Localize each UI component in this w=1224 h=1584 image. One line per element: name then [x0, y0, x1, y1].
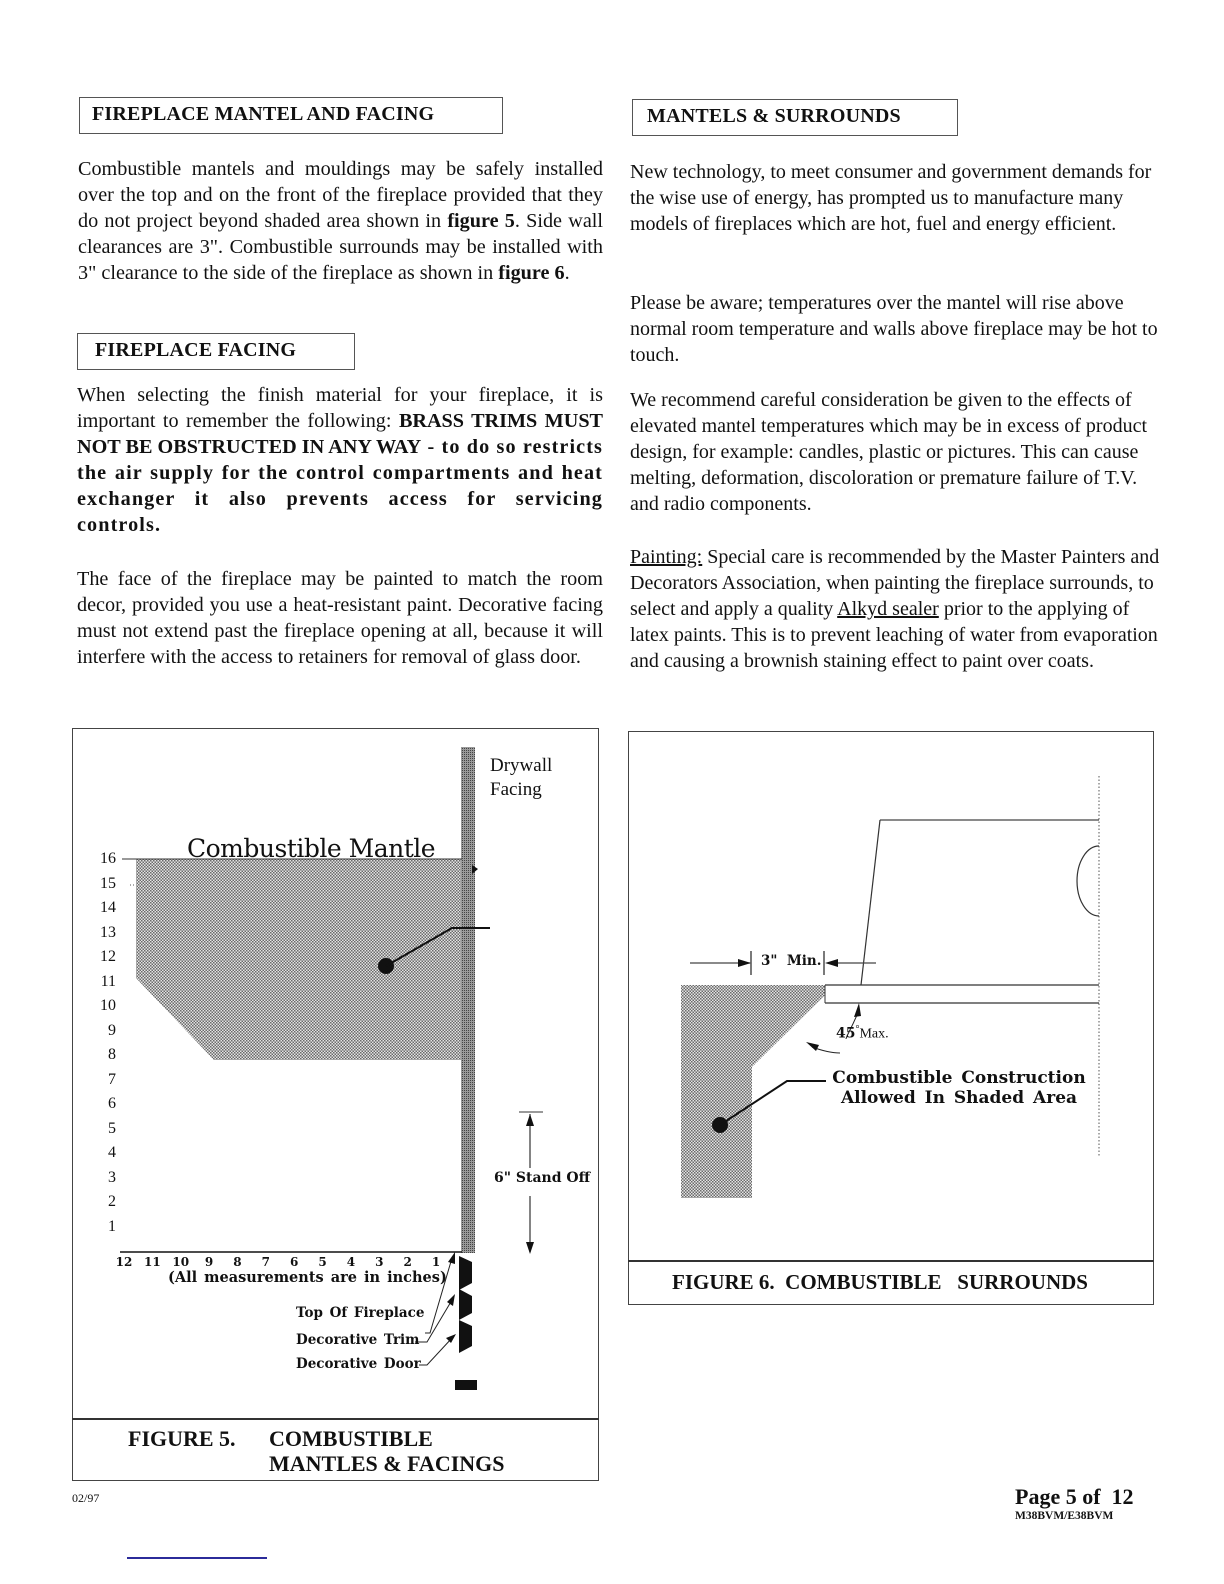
combustible-surround-area [681, 985, 825, 1198]
x-tick-label: 1 [431, 1255, 441, 1269]
x-tick-label: 12 [115, 1255, 133, 1269]
y-tick-label: 9 [108, 1021, 116, 1039]
text-run: . [564, 262, 570, 284]
angle-value: 45 [836, 1025, 856, 1042]
elevated-temperature-paragraph [630, 387, 1160, 517]
heading-fireplace-facing [77, 333, 355, 370]
new-technology-paragraph [630, 159, 1160, 237]
standoff-label: 6" Stand Off [494, 1170, 591, 1186]
heading-fireplace-mantel-and-facing [79, 97, 503, 134]
decorative-trim-shape [459, 1256, 472, 1290]
drywall-facing-label [490, 754, 552, 802]
caption-line: MANTLES & FACINGS [269, 1451, 505, 1476]
figure-6-reference: figure 6 [498, 262, 565, 284]
drywall-label-line: Facing [490, 779, 542, 800]
y-tick-label: 15 [100, 874, 116, 892]
y-tick-label: 16 [100, 850, 116, 867]
heading-mantels-and-surrounds [632, 99, 958, 136]
x-tick-label: 5 [318, 1255, 327, 1269]
y-tick-label: 5 [108, 1119, 116, 1137]
fireplace-burner-arc [1077, 846, 1099, 916]
decorative-trim-shape [459, 1320, 472, 1353]
brass-trims-warning-detail: - to do so restricts the air supply for the control compartments and heat exchanger it also prevents access for servicing controls. [77, 436, 603, 536]
text-run: Special care is recommended by the Master Painters and Decorators Association, when painting the fireplace surrounds, to select and apply a quality [630, 546, 1160, 620]
y-tick-label: 10 [100, 997, 116, 1014]
y-tick-label: 3 [108, 1168, 116, 1186]
temperature-warning-paragraph [630, 290, 1160, 368]
shaded-label-line: Allowed In Shaded Area [840, 1088, 1078, 1108]
callout-decorative-door: Decorative Door [296, 1356, 421, 1372]
shaded-label-line: Combustible Construction [832, 1068, 1086, 1088]
text-run: The face of the fireplace may be painted to match the room decor, provided you use a heat-resistant paint. Decorative facing must not extend past the fireplace opening at all, because it will interfere with the access to retainers for removal of glass door. [77, 568, 603, 668]
figure-5-caption-divider [72, 1418, 599, 1420]
x-tick-label: 2 [403, 1255, 412, 1269]
callout-decorative-trim: Decorative Trim [296, 1332, 420, 1348]
x-tick-label: 3 [375, 1255, 384, 1269]
painting-label: Painting: [630, 546, 703, 568]
figure-5-reference: figure 5 [447, 210, 515, 232]
x-tick-label: 6 [289, 1255, 299, 1269]
text-run: prior to the applying of latex paints. This is to prevent leaching of water from evaporation and causing a brownish staining effect to paint over coats. [630, 598, 1158, 672]
angle-max-text: Max. [859, 1026, 889, 1042]
text-run: Combustible mantels and mouldings may be safely installed over the top and on the front of the fireplace provided that they do not project beyond shaded area shown in [78, 158, 603, 232]
model-number: M38BVM/E38BVM [1015, 1510, 1114, 1522]
text-run: Please be aware; temperatures over the mantel will rise above normal room temperature and walls above fireplace may be hot to touch. [630, 292, 1158, 366]
bottom-link-line [127, 1557, 267, 1559]
text-run: New technology, to meet consumer and government demands for the wise use of energy, has prompted us to manufacture many models of fireplaces which are hot, fuel and energy efficient. [630, 161, 1152, 235]
page-number: Page 5 of 12 [1015, 1484, 1134, 1509]
units-note: (All measurements are in inches) [168, 1269, 447, 1286]
figure-5-caption-title [269, 1426, 505, 1476]
shaded-area-label [826, 1068, 1092, 1108]
mantel-facing-paragraph [78, 156, 603, 286]
y-tick-label: 2 [108, 1193, 116, 1210]
heading-text: FIREPLACE FACING [95, 339, 297, 361]
revision-date: 02/97 [72, 1491, 100, 1505]
heading-text: MANTELS & SURROUNDS [647, 105, 901, 127]
drywall-facing-bar [461, 747, 475, 1253]
y-tick-label: 14 [100, 899, 116, 916]
text-run: . Side wall clearances are 3". Combustible surrounds may be installed with 3" clearance to the side of the fireplace as shown in [78, 210, 603, 284]
alkyd-sealer-term: Alkyd sealer [837, 598, 939, 620]
painting-paragraph [630, 544, 1160, 674]
y-tick-label: 8 [108, 1046, 116, 1063]
decorative-trim-shape [459, 1289, 472, 1320]
figure-5-caption-number: FIGURE 5. [128, 1426, 236, 1451]
y-tick-label: 11 [100, 972, 116, 990]
x-tick-label: 8 [233, 1255, 242, 1269]
brass-trims-warning: BRASS TRIMS MUST NOT BE OBSTRUCTED IN ANY WAY [77, 410, 604, 458]
caption-line: COMBUSTIBLE [269, 1426, 433, 1451]
y-tick-label: 7 [108, 1070, 116, 1088]
fireplace-base-block [455, 1380, 477, 1390]
degree-symbol: ° [855, 1024, 860, 1035]
drywall-label-line: Drywall [490, 755, 553, 776]
clearance-label: 3" Min. [761, 953, 822, 969]
x-tick-label: 7 [261, 1255, 270, 1269]
angle-label [836, 1024, 889, 1043]
y-tick-label: 1 [108, 1217, 116, 1235]
text-run: When selecting the finish material for your fireplace, it is important to remember the following: [77, 384, 603, 432]
facing-warning-paragraph [77, 382, 603, 538]
x-tick-label: 11 [144, 1255, 161, 1269]
combustible-mantle-area [136, 859, 462, 1060]
text-run: We recommend careful consideration be given to the effects of elevated mantel temperatures which may be in excess of product design, for example: candles, plastic or pictures. This can cause melting, deformation, discoloration or premature failure of T.V. and radio components. [630, 389, 1148, 515]
y-tick-label: 6 [108, 1095, 116, 1112]
heading-text: FIREPLACE MANTEL AND FACING [92, 103, 435, 125]
x-tick-label: 4 [346, 1255, 356, 1269]
figure-6-caption: FIGURE 6. COMBUSTIBLE SURROUNDS [672, 1270, 1088, 1294]
callout-top-of-fireplace: Top Of Fireplace [296, 1305, 425, 1321]
facing-paint-paragraph [77, 566, 603, 670]
combustible-mantle-label: Combustible Mantle [187, 834, 436, 863]
figure-6-caption-divider [628, 1260, 1154, 1262]
y-tick-label: 12 [100, 948, 116, 965]
figure-6-diagram [628, 731, 1154, 1259]
y-tick-label: 13 [100, 923, 116, 941]
y-tick-label: 4 [108, 1144, 116, 1161]
x-tick-label: 10 [172, 1255, 190, 1269]
x-tick-label: 9 [204, 1255, 214, 1269]
